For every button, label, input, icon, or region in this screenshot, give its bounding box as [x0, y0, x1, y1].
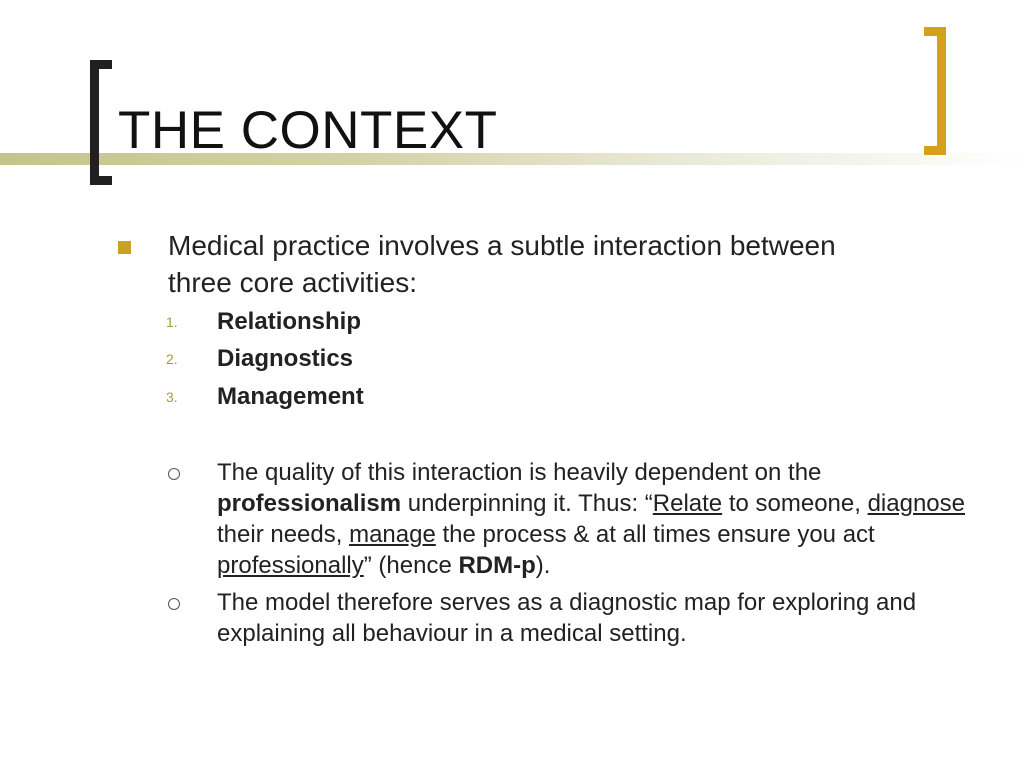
circle-bullet-icon	[168, 598, 180, 610]
text-run: the process & at all times ensure you act	[435, 521, 875, 548]
text-run: The quality of this interaction is heavily dependent on the	[217, 459, 822, 486]
underlined-text: manage	[349, 521, 436, 548]
item-label: Management	[217, 383, 364, 410]
item-number: 1.	[166, 314, 178, 330]
text-run: their needs,	[217, 521, 350, 548]
text-run: ).	[535, 552, 551, 579]
item-label: Relationship	[217, 308, 362, 335]
numbered-item-relationship	[0, 306, 700, 340]
item-number: 2.	[166, 351, 178, 367]
bold-text: professionalism	[217, 490, 402, 517]
numbered-item-management	[0, 381, 700, 415]
text-run: ” (hence	[363, 552, 459, 579]
text-run: to someone,	[722, 490, 868, 517]
underlined-text: professionally	[217, 552, 364, 579]
underlined-text: Relate	[652, 490, 723, 517]
item-label: Diagnostics	[217, 345, 354, 372]
main-bullet-text: Medical practice involves a subtle interaction between three core activities:	[168, 230, 836, 298]
item-number: 3.	[166, 389, 178, 405]
slide-title: THE CONTEXT	[118, 101, 498, 160]
sub-bullet-quality	[217, 457, 977, 581]
underlined-text: diagnose	[867, 490, 965, 517]
bold-text: RDM-p	[458, 552, 536, 579]
text-run: The model therefore serves as a diagnostic map for exploring and explaining all behaviour in a medical setting.	[217, 589, 917, 647]
square-bullet-icon	[118, 241, 131, 254]
sub-bullet-model	[217, 587, 977, 649]
circle-bullet-icon	[168, 468, 180, 480]
numbered-item-diagnostics	[0, 343, 700, 377]
text-run: underpinning it. Thus: “	[401, 490, 653, 517]
